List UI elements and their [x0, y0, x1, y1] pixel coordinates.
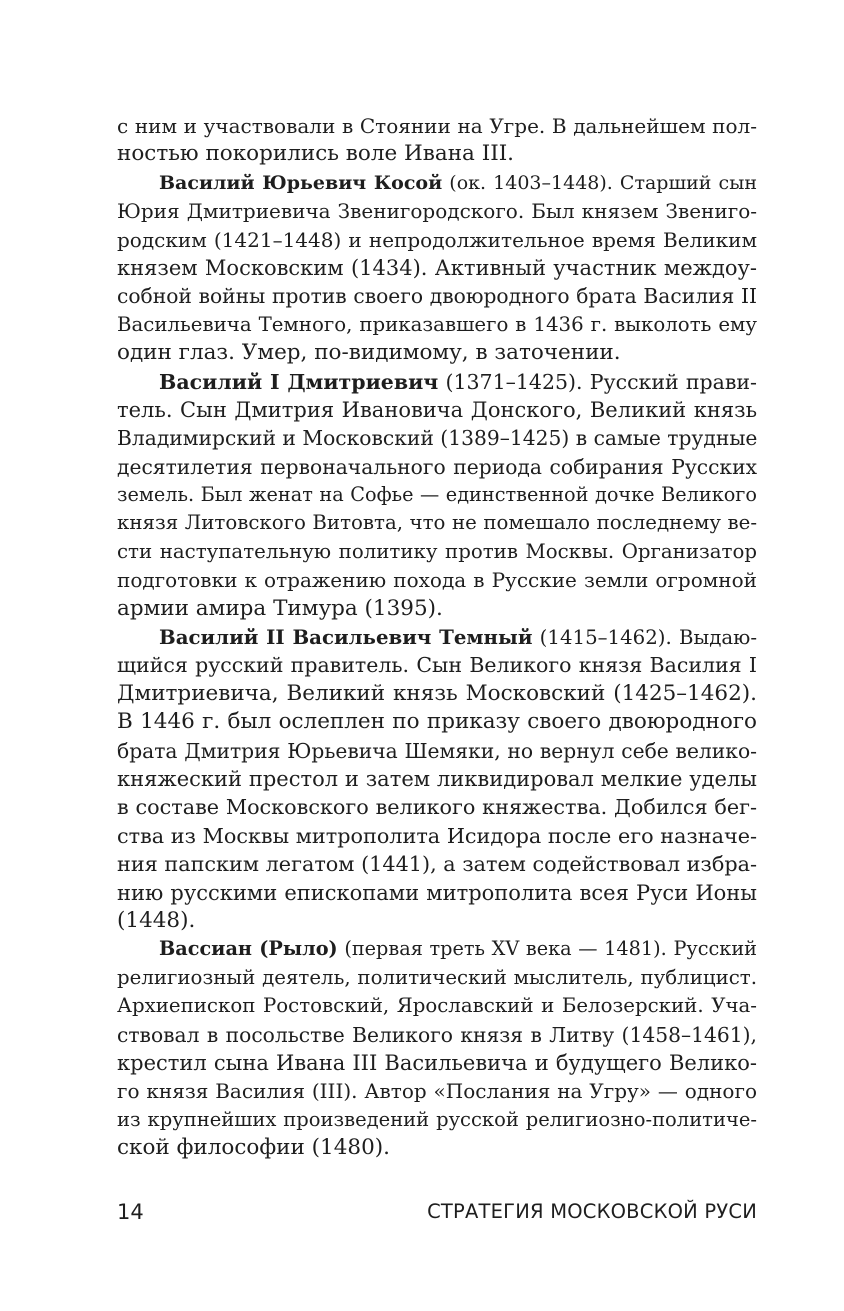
text-line: [117, 708, 757, 736]
line-text: ния папским легатом (1441), а затем содействовал избра-: [117, 852, 757, 877]
entry-heading: Василий II Васильевич Темный: [159, 625, 533, 650]
line-text: Архиепископ Ростовский, Ярославский и Белозерский. Уча-: [117, 994, 757, 1018]
line-text: Юрия Дмитриевича Звенигородского. Был князем Звениго-: [117, 199, 757, 224]
text-line: [117, 793, 757, 821]
text-line: [117, 538, 757, 566]
line-text: родским (1421–1448) и непродолжительное время Великим: [117, 227, 757, 252]
line-text: в составе Московского великого княжества. Добился бег-: [117, 795, 757, 820]
line-text: тель. Сын Дмитрия Ивановича Донского, Великий князь: [117, 397, 757, 422]
line-text: Дмитриевича, Великий князь Московский (1425–1462).: [117, 680, 757, 706]
line-text: (ок. 1403–1448). Старший сын: [442, 171, 757, 194]
line-text: один глаз. Умер, по-видимому, в заточении.: [117, 340, 621, 366]
line-text: религиозный деятель, политический мыслитель, публицист.: [117, 965, 757, 989]
text-line: [117, 907, 757, 935]
text-line: [117, 509, 757, 537]
text-line: [117, 566, 757, 594]
text-line: [117, 197, 757, 225]
text-line: [117, 1134, 757, 1162]
line-text: ствовал в посольстве Великого князя в Литву (1458–1461),: [117, 1022, 757, 1047]
text-line: [117, 453, 757, 481]
running-head: СТРАТЕГИЯ МОСКОВСКОЙ РУСИ: [427, 1200, 757, 1223]
line-text: подготовки к отражению похода в Русские земли огромной: [117, 568, 757, 593]
text-line: [117, 1077, 757, 1105]
text-line: [117, 282, 757, 310]
line-text: го князя Василия (III). Автор «Послания на Угру» — одного: [117, 1079, 757, 1104]
text-line: [117, 1049, 757, 1077]
line-text: князя Литовского Витовта, что не помешало последнему ве-: [117, 511, 757, 535]
line-text: армии амира Тимура (1395).: [117, 595, 443, 621]
text-line: [117, 822, 757, 850]
line-text: (первая треть XV века — 1481). Русский: [337, 937, 757, 961]
line-text: с ним и участвовали в Стоянии на Угре. В дальнейшем пол-: [117, 114, 757, 138]
line-text: земель. Был женат на Софье — единственной дочке Великого: [117, 483, 757, 507]
text-line: [117, 680, 757, 708]
line-text: княжеский престол и затем ликвидировал мелкие уделы: [117, 766, 757, 791]
text-line: [117, 424, 757, 452]
text-line: [117, 623, 757, 651]
text-line: [117, 765, 757, 793]
text-line: [117, 396, 757, 424]
line-text: Владимирский и Московский (1389–1425) в самые трудные: [117, 426, 758, 451]
entry-heading: Вассиан (Рыло): [159, 937, 338, 961]
text-line: [117, 481, 757, 509]
text-line: [117, 368, 757, 396]
line-text: В 1446 г. был ослеплен по приказу своего двоюродного: [117, 709, 757, 735]
line-text: князем Московским (1434). Активный участник междоу-: [117, 255, 757, 280]
page-footer: [117, 1196, 757, 1228]
line-text: собной войны против своего двоюродного брата Василия II: [117, 284, 757, 309]
text-line: [117, 595, 757, 623]
line-text: сти наступательную политику против Москвы. Организатор: [117, 539, 757, 563]
text-line: [117, 140, 757, 168]
line-text: ской философии (1480).: [117, 1135, 390, 1161]
line-text: (1371–1425). Русский прави-: [438, 369, 757, 394]
line-text: ностью покорились воле Ивана III.: [117, 141, 515, 167]
page-body-text: [117, 112, 757, 1162]
text-line: [117, 879, 757, 907]
line-text: ства из Москвы митрополита Исидора после его назначе-: [117, 823, 757, 848]
text-line: [117, 169, 757, 197]
text-line: [117, 992, 757, 1020]
text-line: [117, 254, 757, 282]
text-line: [117, 935, 757, 963]
line-text: нию русскими епископами митрополита всея Руси Ионы: [117, 880, 757, 905]
text-line: [117, 651, 757, 679]
text-line: [117, 737, 757, 765]
line-text: щийся русский правитель. Сын Великого князя Василия I: [117, 653, 757, 678]
text-line: [117, 339, 757, 367]
line-text: (1448).: [117, 907, 196, 933]
text-line: [117, 850, 757, 878]
text-line: [117, 311, 757, 339]
text-line: [117, 1106, 757, 1134]
text-line: [117, 226, 757, 254]
text-line: [117, 112, 757, 140]
line-text: брата Дмитрия Юрьевича Шемяки, но вернул себе велико-: [117, 738, 757, 763]
line-text: (1415–1462). Выдаю-: [532, 626, 757, 650]
line-text: десятилетия первоначального периода собирания Русских: [117, 454, 757, 479]
entry-heading: Василий I Дмитриевич: [159, 369, 439, 394]
line-text: из крупнейших произведений русской религиозно-политиче-: [117, 1107, 757, 1131]
text-line: [117, 1021, 757, 1049]
line-text: Васильевича Темного, приказавшего в 1436 г. выколоть ему: [117, 312, 757, 336]
entry-heading: Василий Юрьевич Косой: [159, 171, 443, 194]
text-line: [117, 964, 757, 992]
page-number: 14: [117, 1200, 144, 1224]
line-text: крестил сына Ивана III Васильевича и будущего Велико-: [117, 1050, 757, 1075]
